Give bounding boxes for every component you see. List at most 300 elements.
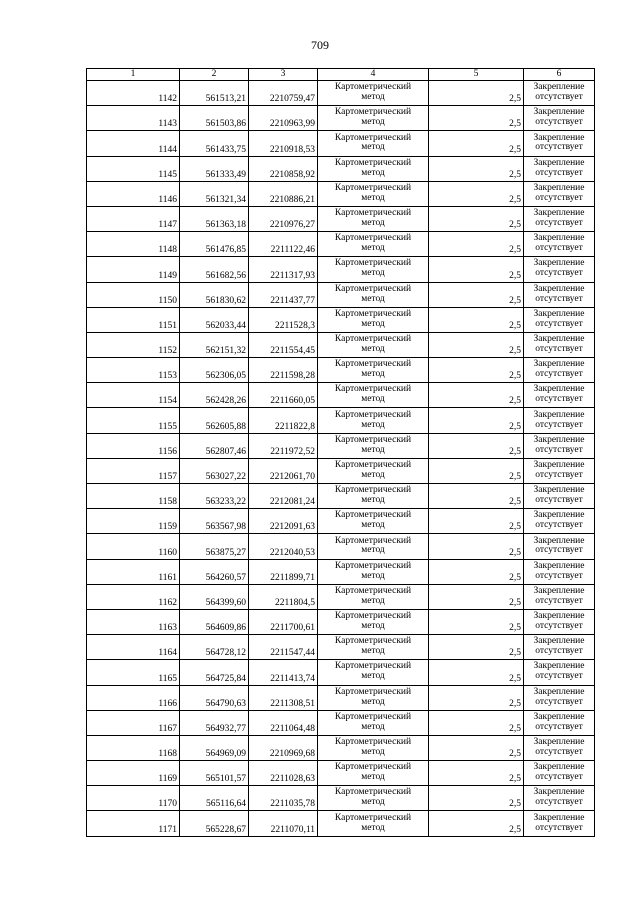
method-cell [318,559,429,584]
fixation-cell [524,609,595,634]
accuracy-cell: 2,5 [429,761,524,786]
y-coordinate-cell: 2211064,48 [249,710,318,735]
fixation-line-2: отсутствует [535,369,583,380]
method-line-1: Картометрический [334,510,412,521]
point-number-cell: 1149 [87,257,180,282]
accuracy-cell: 2,5 [429,206,524,231]
y-coordinate-cell: 2211899,71 [249,559,318,584]
fixation-cell [524,509,595,534]
method-line-1: Картометрический [334,434,412,445]
accuracy-cell: 2,5 [429,559,524,584]
table-row [87,106,595,131]
method-line-1: Картометрический [334,711,412,722]
table-row [87,282,595,307]
fixation-line-1: Закрепление [533,812,585,823]
point-number-cell: 1156 [87,433,180,458]
method-line-1: Картометрический [334,208,412,219]
point-number-cell: 1169 [87,761,180,786]
method-cell [318,534,429,559]
table-row [87,131,595,156]
method-line-2: метод [361,167,385,178]
method-line-2: метод [361,822,385,833]
method-line-2: метод [361,293,385,304]
table-row [87,484,595,509]
y-coordinate-cell: 2212040,53 [249,534,318,559]
x-coordinate-cell: 563233,22 [180,484,249,509]
fixation-line-1: Закрепление [533,157,585,168]
fixation-line-2: отсутствует [535,746,583,757]
y-coordinate-cell: 2210976,27 [249,206,318,231]
fixation-line-2: отсутствует [535,671,583,682]
fixation-line-2: отсутствует [535,117,583,128]
y-coordinate-cell: 2211660,05 [249,383,318,408]
fixation-line-2: отсутствует [535,444,583,455]
y-coordinate-cell: 2211700,61 [249,609,318,634]
method-line-1: Картометрический [334,636,412,647]
accuracy-cell: 2,5 [429,282,524,307]
fixation-cell [524,282,595,307]
fixation-line-1: Закрепление [533,308,585,319]
fixation-line-2: отсутствует [535,797,583,808]
table-row [87,257,595,282]
fixation-cell [524,484,595,509]
x-coordinate-cell: 564725,84 [180,660,249,685]
header-cell: 6 [524,69,595,81]
y-coordinate-cell: 2211317,93 [249,257,318,282]
method-line-2: метод [361,394,385,405]
method-line-1: Картометрический [334,233,412,244]
method-line-2: метод [361,797,385,808]
table-row [87,609,595,634]
method-line-2: метод [361,621,385,632]
fixation-cell [524,332,595,357]
method-cell [318,181,429,206]
x-coordinate-cell: 561321,34 [180,181,249,206]
fixation-cell [524,635,595,660]
table-row [87,635,595,660]
x-coordinate-cell: 561476,85 [180,232,249,257]
method-line-2: метод [361,92,385,103]
fixation-cell [524,534,595,559]
point-number-cell: 1167 [87,710,180,735]
table-row [87,458,595,483]
fixation-cell [524,685,595,710]
method-line-1: Картометрический [334,409,412,420]
table-row [87,408,595,433]
method-line-1: Картометрический [334,182,412,193]
fixation-line-2: отсутствует [535,92,583,103]
point-number-cell: 1158 [87,484,180,509]
point-number-cell: 1171 [87,811,180,836]
fixation-cell [524,786,595,811]
fixation-line-2: отсутствует [535,469,583,480]
point-number-cell: 1166 [87,685,180,710]
fixation-cell [524,660,595,685]
fixation-line-2: отсутствует [535,394,583,405]
table-body [87,81,595,837]
y-coordinate-cell: 2211822,8 [249,408,318,433]
fixation-line-2: отсутствует [535,545,583,556]
fixation-line-2: отсутствует [535,696,583,707]
method-line-1: Картометрический [334,459,412,470]
method-line-1: Картометрический [334,737,412,747]
method-line-1: Картометрический [334,485,412,496]
method-line-2: метод [361,721,385,732]
fixation-line-1: Закрепление [533,686,585,697]
accuracy-cell: 2,5 [429,81,524,106]
fixation-cell [524,206,595,231]
method-line-2: метод [361,772,385,783]
fixation-line-2: отсутствует [535,343,583,354]
header-cell: 1 [87,69,180,81]
table-row [87,156,595,181]
method-cell [318,660,429,685]
table-row [87,660,595,685]
x-coordinate-cell: 561363,18 [180,206,249,231]
method-line-1: Картометрический [334,82,412,93]
x-coordinate-cell: 562151,32 [180,332,249,357]
point-number-cell: 1145 [87,156,180,181]
fixation-cell [524,307,595,332]
fixation-line-1: Закрепление [533,359,585,370]
method-cell [318,484,429,509]
y-coordinate-cell: 2212081,24 [249,484,318,509]
header-row [87,69,595,81]
accuracy-cell: 2,5 [429,181,524,206]
method-cell [318,408,429,433]
fixation-cell [524,131,595,156]
method-cell [318,584,429,609]
fixation-line-1: Закрепление [533,233,585,244]
header-cell: 5 [429,69,524,81]
y-coordinate-cell: 2210918,53 [249,131,318,156]
fixation-line-2: отсутствует [535,772,583,783]
method-cell [318,383,429,408]
fixation-line-2: отсутствует [535,218,583,229]
table-row [87,685,595,710]
x-coordinate-cell: 564609,86 [180,609,249,634]
method-line-2: метод [361,595,385,606]
point-number-cell: 1147 [87,206,180,231]
method-cell [318,685,429,710]
accuracy-cell: 2,5 [429,735,524,760]
y-coordinate-cell: 2210886,21 [249,181,318,206]
method-line-2: метод [361,268,385,279]
fixation-line-1: Закрепление [533,636,585,647]
table-row [87,811,595,836]
method-line-1: Картометрический [334,812,412,823]
accuracy-cell: 2,5 [429,408,524,433]
accuracy-cell: 2,5 [429,609,524,634]
method-cell [318,307,429,332]
header-cell: 3 [249,69,318,81]
fixation-cell [524,232,595,257]
y-coordinate-cell: 2212061,70 [249,458,318,483]
fixation-cell [524,257,595,282]
accuracy-cell: 2,5 [429,534,524,559]
x-coordinate-cell: 565101,57 [180,761,249,786]
method-line-1: Картометрический [334,661,412,672]
header-cell: 2 [180,69,249,81]
accuracy-cell: 2,5 [429,584,524,609]
fixation-line-1: Закрепление [533,82,585,93]
table-row [87,307,595,332]
point-number-cell: 1152 [87,332,180,357]
y-coordinate-cell: 2211972,52 [249,433,318,458]
x-coordinate-cell: 563027,22 [180,458,249,483]
fixation-line-1: Закрепление [533,409,585,420]
table-row [87,786,595,811]
fixation-line-2: отсутствует [535,167,583,178]
method-line-2: метод [361,671,385,682]
fixation-line-1: Закрепление [533,560,585,571]
accuracy-cell: 2,5 [429,156,524,181]
y-coordinate-cell: 2211554,45 [249,332,318,357]
y-coordinate-cell: 2210963,99 [249,106,318,131]
point-number-cell: 1153 [87,358,180,383]
method-line-2: метод [361,192,385,203]
method-line-2: метод [361,343,385,354]
point-number-cell: 1162 [87,584,180,609]
method-cell [318,433,429,458]
method-cell [318,458,429,483]
accuracy-cell: 2,5 [429,509,524,534]
fixation-line-1: Закрепление [533,384,585,395]
table-row [87,509,595,534]
method-line-1: Картометрический [334,585,412,596]
method-line-2: метод [361,570,385,581]
page-number: 709 [311,38,329,52]
y-coordinate-cell: 2211437,77 [249,282,318,307]
fixation-line-2: отсутствует [535,595,583,606]
fixation-line-1: Закрепление [533,334,585,344]
method-line-1: Картометрический [334,359,412,370]
x-coordinate-cell: 563567,98 [180,509,249,534]
method-line-2: метод [361,646,385,657]
x-coordinate-cell: 564260,57 [180,559,249,584]
y-coordinate-cell: 2211528,3 [249,307,318,332]
table-row [87,534,595,559]
method-line-1: Картометрический [334,762,412,773]
method-line-2: метод [361,117,385,128]
method-line-1: Картометрический [334,384,412,395]
method-line-1: Картометрический [334,157,412,168]
fixation-line-2: отсутствует [535,318,583,329]
method-line-1: Картометрический [334,283,412,294]
fixation-line-2: отсутствует [535,419,583,430]
x-coordinate-cell: 564790,63 [180,685,249,710]
y-coordinate-cell: 2211122,46 [249,232,318,257]
method-line-1: Картометрический [334,258,412,269]
header-cell: 4 [318,69,429,81]
method-line-1: Картометрический [334,787,412,798]
x-coordinate-cell: 561830,62 [180,282,249,307]
y-coordinate-cell: 2211035,78 [249,786,318,811]
method-line-1: Картометрический [334,686,412,697]
method-cell [318,609,429,634]
accuracy-cell: 2,5 [429,358,524,383]
point-number-cell: 1165 [87,660,180,685]
table-row [87,358,595,383]
table-row [87,206,595,231]
fixation-line-1: Закрепление [533,762,585,773]
method-cell [318,811,429,836]
x-coordinate-cell: 561433,75 [180,131,249,156]
point-number-cell: 1161 [87,559,180,584]
method-cell [318,761,429,786]
y-coordinate-cell: 2211804,5 [249,584,318,609]
y-coordinate-cell: 2211070,11 [249,811,318,836]
method-line-2: метод [361,369,385,380]
fixation-line-1: Закрепление [533,434,585,445]
x-coordinate-cell: 562033,44 [180,307,249,332]
x-coordinate-cell: 564728,12 [180,635,249,660]
x-coordinate-cell: 562306,05 [180,358,249,383]
table-row [87,383,595,408]
method-cell [318,635,429,660]
fixation-line-1: Закрепление [533,711,585,722]
table-row [87,735,595,760]
point-number-cell: 1168 [87,735,180,760]
method-cell [318,735,429,760]
method-line-2: метод [361,469,385,480]
fixation-line-2: отсутствует [535,646,583,657]
method-line-1: Картометрический [334,560,412,571]
fixation-cell [524,584,595,609]
point-number-cell: 1160 [87,534,180,559]
table-row [87,81,595,106]
accuracy-cell: 2,5 [429,131,524,156]
method-line-2: метод [361,444,385,455]
fixation-line-1: Закрепление [533,258,585,269]
x-coordinate-cell: 562605,88 [180,408,249,433]
x-coordinate-cell: 562807,46 [180,433,249,458]
accuracy-cell: 2,5 [429,811,524,836]
x-coordinate-cell: 561513,21 [180,81,249,106]
point-number-cell: 1151 [87,307,180,332]
fixation-cell [524,433,595,458]
method-cell [318,106,429,131]
y-coordinate-cell: 2211598,28 [249,358,318,383]
fixation-line-1: Закрепление [533,132,585,143]
fixation-line-1: Закрепление [533,283,585,294]
fixation-line-1: Закрепление [533,510,585,521]
fixation-line-1: Закрепление [533,459,585,470]
point-number-cell: 1144 [87,131,180,156]
point-number-cell: 1148 [87,232,180,257]
method-cell [318,156,429,181]
accuracy-cell: 2,5 [429,232,524,257]
point-number-cell: 1155 [87,408,180,433]
x-coordinate-cell: 562428,26 [180,383,249,408]
method-line-2: метод [361,243,385,254]
y-coordinate-cell: 2211413,74 [249,660,318,685]
accuracy-cell: 2,5 [429,685,524,710]
fixation-line-2: отсутствует [535,520,583,531]
method-line-2: метод [361,520,385,531]
table-row [87,181,595,206]
table-row [87,559,595,584]
accuracy-cell: 2,5 [429,635,524,660]
point-number-cell: 1170 [87,786,180,811]
fixation-line-1: Закрепление [533,107,585,118]
point-number-cell: 1146 [87,181,180,206]
point-number-cell: 1164 [87,635,180,660]
table-row [87,433,595,458]
coordinates-table [86,68,595,837]
point-number-cell: 1157 [87,458,180,483]
point-number-cell: 1163 [87,609,180,634]
fixation-line-2: отсутствует [535,268,583,279]
fixation-line-2: отсутствует [535,822,583,833]
fixation-line-1: Закрепление [533,535,585,546]
fixation-line-2: отсутствует [535,570,583,581]
fixation-line-2: отсутствует [535,495,583,506]
fixation-line-1: Закрепление [533,485,585,496]
method-line-2: метод [361,696,385,707]
table-row [87,232,595,257]
fixation-line-2: отсутствует [535,621,583,632]
fixation-line-1: Закрепление [533,182,585,193]
x-coordinate-cell: 563875,27 [180,534,249,559]
fixation-cell [524,710,595,735]
fixation-line-1: Закрепление [533,737,585,747]
method-cell [318,81,429,106]
fixation-line-2: отсутствует [535,192,583,203]
y-coordinate-cell: 2210759,47 [249,81,318,106]
accuracy-cell: 2,5 [429,307,524,332]
accuracy-cell: 2,5 [429,257,524,282]
fixation-line-1: Закрепление [533,611,585,622]
fixation-cell [524,408,595,433]
x-coordinate-cell: 561333,49 [180,156,249,181]
fixation-cell [524,559,595,584]
accuracy-cell: 2,5 [429,710,524,735]
method-cell [318,257,429,282]
method-line-2: метод [361,746,385,757]
table-row [87,584,595,609]
method-line-1: Картометрический [334,535,412,546]
y-coordinate-cell: 2210969,68 [249,735,318,760]
fixation-line-2: отсутствует [535,293,583,304]
method-line-1: Картометрический [334,334,412,344]
point-number-cell: 1154 [87,383,180,408]
method-cell [318,131,429,156]
method-cell [318,786,429,811]
accuracy-cell: 2,5 [429,660,524,685]
fixation-line-2: отсутствует [535,243,583,254]
accuracy-cell: 2,5 [429,433,524,458]
fixation-cell [524,156,595,181]
method-line-1: Картометрический [334,611,412,622]
table-row [87,710,595,735]
fixation-cell [524,106,595,131]
method-line-2: метод [361,318,385,329]
table-row [87,761,595,786]
point-number-cell: 1143 [87,106,180,131]
fixation-line-1: Закрепление [533,208,585,219]
fixation-cell [524,458,595,483]
accuracy-cell: 2,5 [429,383,524,408]
x-coordinate-cell: 561503,86 [180,106,249,131]
method-line-1: Картометрический [334,132,412,143]
point-number-cell: 1159 [87,509,180,534]
fixation-cell [524,735,595,760]
x-coordinate-cell: 561682,56 [180,257,249,282]
fixation-cell [524,811,595,836]
x-coordinate-cell: 564969,09 [180,735,249,760]
y-coordinate-cell: 2211028,63 [249,761,318,786]
